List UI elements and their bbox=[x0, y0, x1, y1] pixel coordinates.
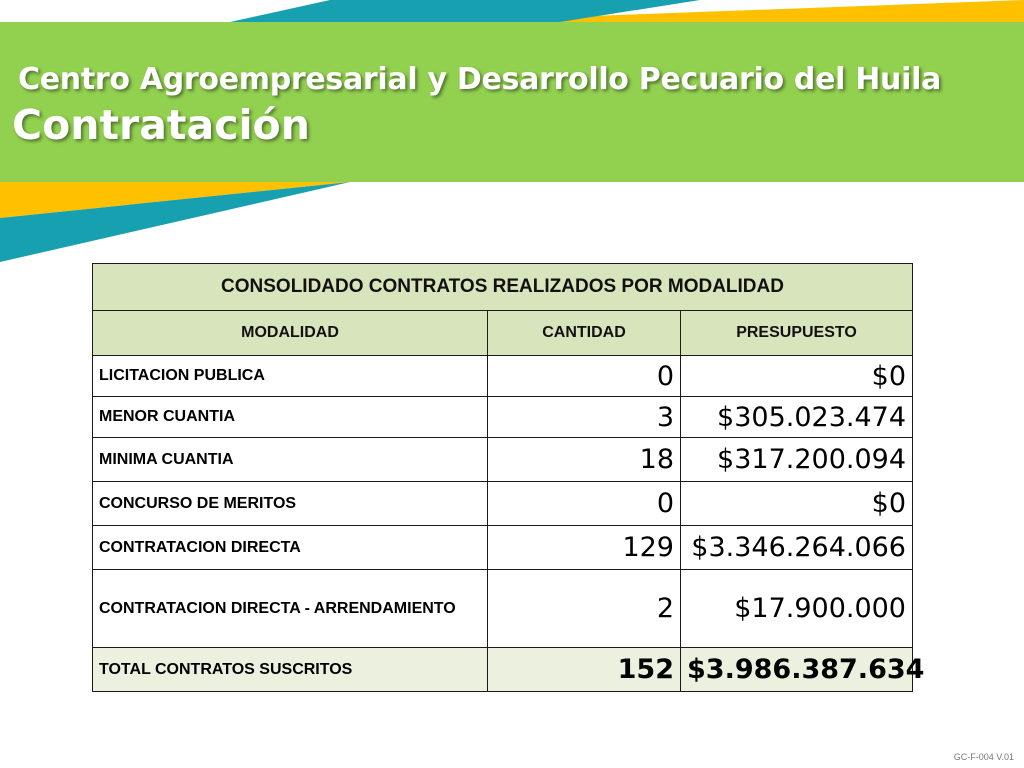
row-cantidad: 3 bbox=[488, 397, 681, 438]
row-presupuesto: $305.023.474 bbox=[681, 397, 913, 438]
row-modalidad: MINIMA CUANTIA bbox=[93, 438, 488, 482]
table-row bbox=[93, 526, 913, 570]
row-presupuesto: $3.346.264.066 bbox=[681, 526, 913, 570]
table-row bbox=[93, 397, 913, 438]
row-presupuesto: $0 bbox=[681, 482, 913, 526]
row-presupuesto: $317.200.094 bbox=[681, 438, 913, 482]
row-modalidad: LICITACION PUBLICA bbox=[93, 356, 488, 397]
total-presupuesto: $3.986.387.634 bbox=[681, 648, 913, 692]
table-row bbox=[93, 438, 913, 482]
page-title: Centro Agroempresarial y Desarrollo Pecuario del Huila bbox=[18, 62, 942, 97]
table-row bbox=[93, 356, 913, 397]
total-label: TOTAL CONTRATOS SUSCRITOS bbox=[93, 648, 488, 692]
row-cantidad: 129 bbox=[488, 526, 681, 570]
row-cantidad: 0 bbox=[488, 356, 681, 397]
row-presupuesto: $17.900.000 bbox=[681, 570, 913, 648]
total-cantidad: 152 bbox=[488, 648, 681, 692]
document-code: GC-F-004 V.01 bbox=[953, 752, 1014, 762]
row-modalidad: CONTRATACION DIRECTA - ARRENDAMIENTO bbox=[93, 570, 488, 648]
row-modalidad: MENOR CUANTIA bbox=[93, 397, 488, 438]
contracts-table bbox=[92, 263, 925, 692]
table-row bbox=[93, 482, 913, 526]
row-modalidad: CONTRATACION DIRECTA bbox=[93, 526, 488, 570]
table-title: CONSOLIDADO CONTRATOS REALIZADOS POR MODALIDAD bbox=[93, 264, 913, 311]
row-cantidad: 0 bbox=[488, 482, 681, 526]
row-modalidad: CONCURSO DE MERITOS bbox=[93, 482, 488, 526]
row-cantidad: 2 bbox=[488, 570, 681, 648]
column-header-cantidad: CANTIDAD bbox=[488, 311, 681, 356]
page-subtitle: Contratación bbox=[12, 101, 310, 149]
column-header-modalidad: MODALIDAD bbox=[93, 311, 488, 356]
total-row bbox=[93, 648, 913, 692]
table-row bbox=[93, 570, 913, 648]
row-presupuesto: $0 bbox=[681, 356, 913, 397]
row-cantidad: 18 bbox=[488, 438, 681, 482]
column-header-presupuesto: PRESUPUESTO bbox=[681, 311, 913, 356]
